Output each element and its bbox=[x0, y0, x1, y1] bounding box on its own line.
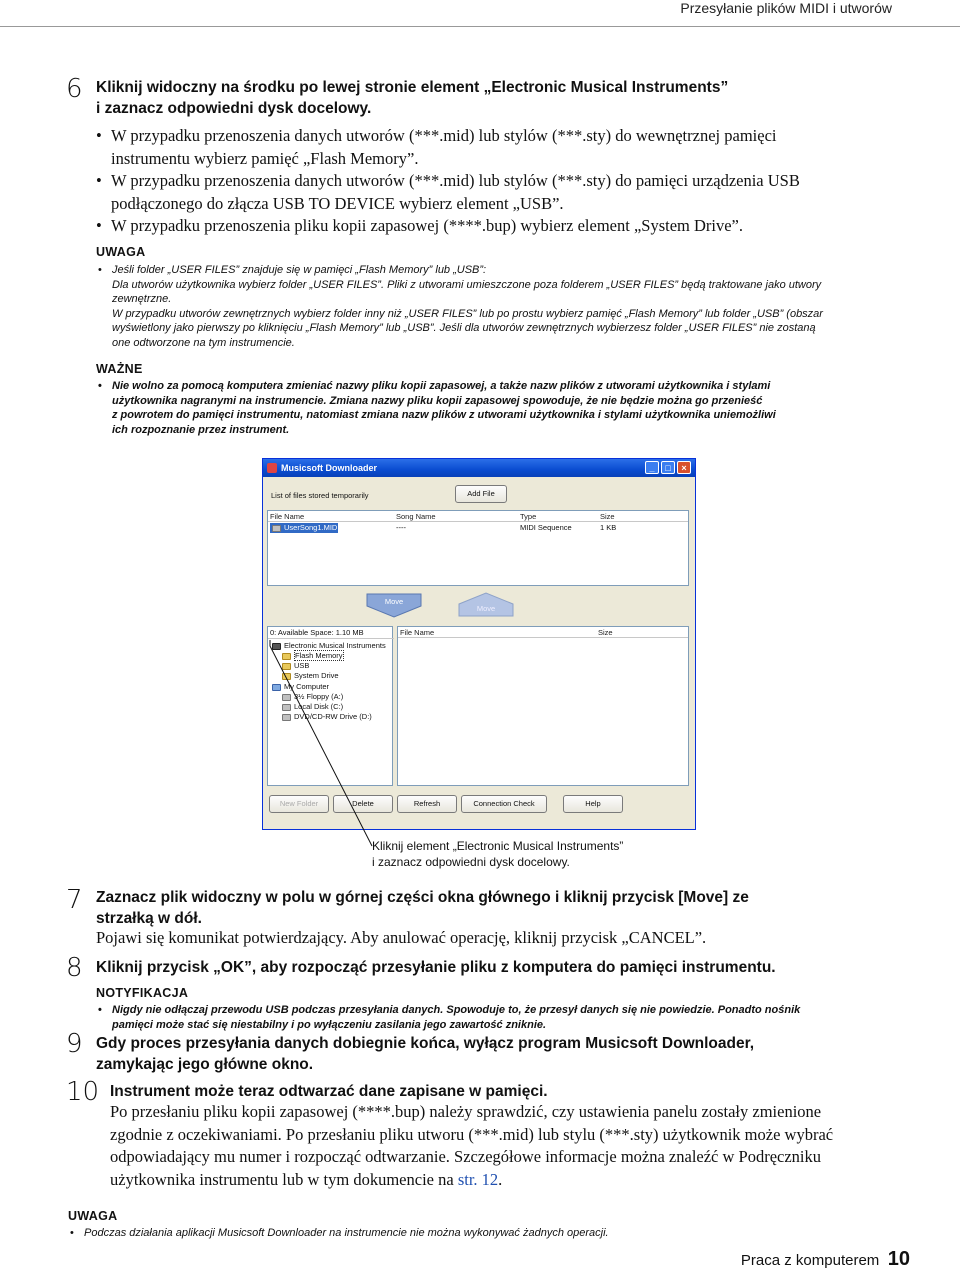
col-song-name[interactable]: Song Name bbox=[396, 512, 436, 521]
move-up-button[interactable] bbox=[453, 592, 519, 618]
table-row[interactable] bbox=[268, 523, 688, 533]
note-line: W przypadku utworów zewnętrznych wybierz folder inny niż „USER FILES” lub po prostu wybierz pamięć „Flash Memory” lub folder „USB” (obszar bbox=[112, 307, 823, 320]
important-line: • Nie wolno za pomocą komputera zmieniać nazwy pliku kopii zapasowej, a także nazw plików z utworami użytkownika i stylami bbox=[96, 379, 896, 394]
app-icon bbox=[267, 463, 277, 473]
row-size: 1 KB bbox=[600, 523, 617, 532]
important-line: użytkownika nagranymi na instrumencie. Zmiana nazwy pliku kopii zapasowej spowoduje, że nie będzie można go przenieść bbox=[112, 394, 763, 407]
instrument-file-list[interactable] bbox=[397, 626, 689, 786]
close-icon[interactable]: × bbox=[677, 461, 691, 474]
step-6-bullets bbox=[96, 125, 896, 238]
available-space: 0: Available Space: 1.10 MB bbox=[268, 627, 394, 639]
step-9-title bbox=[96, 1033, 896, 1075]
callout-line bbox=[262, 640, 382, 850]
tree-item-system-drive[interactable]: System Drive bbox=[282, 671, 339, 680]
row-song-name: ---- bbox=[396, 523, 406, 532]
page-link[interactable]: str. 12 bbox=[457, 1169, 499, 1189]
connection-check-button[interactable]: Connection Check bbox=[461, 795, 547, 813]
note-line: one odtworzone na tym instrumencie. bbox=[112, 336, 295, 349]
note-body bbox=[68, 1226, 888, 1241]
note-heading: UWAGA bbox=[96, 245, 146, 259]
running-header: Przesyłanie plików MIDI i utworów bbox=[680, 0, 892, 16]
page-number: 10 bbox=[887, 1248, 910, 1270]
note-line: Dla utworów użytkownika wybierz folder „USER FILES”. Pliki z utworami umieszczone poza folderem „USER FILES” będą traktowane jako utwory bbox=[112, 278, 822, 291]
important-heading: WAŻNE bbox=[96, 362, 143, 376]
tree-item-floppy[interactable]: 3½ Floppy (A:) bbox=[282, 692, 343, 701]
header-divider bbox=[398, 637, 688, 638]
tree-item-my-computer[interactable]: My Computer bbox=[272, 682, 329, 691]
col-size[interactable]: Size bbox=[600, 512, 615, 521]
list-item: • W przypadku przenoszenia danych utworów (***.mid) lub stylów (***.sty) do pamięci urządzenia USB podłączonego do złącza USB TO DEVICE wybierz element „USB”. bbox=[96, 170, 896, 215]
refresh-button[interactable]: Refresh bbox=[397, 795, 457, 813]
move-down-label: Move bbox=[384, 597, 404, 606]
step-7-title bbox=[96, 887, 896, 929]
important-line: z powrotem do pamięci instrumentu, natomiast zmiana nazw plików z utworami użytkownika i stylami użytkownika uniemożliwi bbox=[112, 409, 776, 421]
step-6-title bbox=[96, 77, 896, 119]
step-9-title-line: Gdy proces przesyłania danych dobiegnie końca, wyłącz program Musicsoft Downloader, bbox=[96, 1035, 755, 1052]
step-8-title: Kliknij przycisk „OK”, aby rozpocząć przesyłanie pliku z komputera do pamięci instrumentu. bbox=[96, 959, 776, 976]
row-type: MIDI Sequence bbox=[520, 523, 572, 532]
step-number-9: 9 bbox=[66, 1029, 83, 1059]
step-10-body bbox=[110, 1101, 910, 1191]
footer-section: Praca z komputerem bbox=[740, 1252, 880, 1269]
window-titlebar bbox=[263, 459, 695, 477]
caption-line: i zaznacz odpowiedni dysk docelowy. bbox=[372, 855, 570, 869]
step-10-line: użytkownika instrumentu lub w tym dokumencie na str. 12. bbox=[110, 1169, 503, 1189]
col-type[interactable]: Type bbox=[520, 512, 537, 521]
step-number-10: 10 bbox=[66, 1077, 100, 1107]
list-item: • W przypadku przenoszenia danych utworów (***.mid) lub stylów (***.sty) do wewnętrznej pamięci instrumentu wybierz pamięć „Flash Memory”. bbox=[96, 125, 896, 170]
page-footer bbox=[741, 1248, 910, 1271]
tree-item-flash[interactable]: Flash Memory bbox=[282, 651, 344, 660]
move-down-button[interactable] bbox=[361, 592, 427, 618]
minimize-icon[interactable]: _ bbox=[645, 461, 659, 474]
step-number-8: 8 bbox=[66, 953, 83, 983]
maximize-icon[interactable]: □ bbox=[661, 461, 675, 474]
note-heading: UWAGA bbox=[68, 1209, 118, 1223]
temp-file-list[interactable] bbox=[267, 510, 689, 586]
step-6-title-line: Kliknij widoczny na środku po lewej stronie element „Electronic Musical Instruments” bbox=[96, 79, 729, 96]
add-file-button[interactable]: Add File bbox=[455, 485, 507, 503]
note-line: zewnętrzne. bbox=[112, 293, 172, 305]
step-10-line: zgodnie z oczekiwaniami. Po przesłaniu pliku utworu (***.mid) lub stylu (***.sty) użytkownik może wybrać bbox=[110, 1124, 834, 1144]
note-body bbox=[96, 263, 896, 350]
new-folder-button[interactable]: New Folder bbox=[269, 795, 329, 813]
tree-item-dvd[interactable]: DVD/CD-RW Drive (D:) bbox=[282, 712, 372, 721]
note-line: wyświetlony jako pierwszy po kliknięciu „Flash Memory” lub „USB”. Jeśli dla utworów zewnętrznych wybierzesz folder „USER FILES” nie zostaną bbox=[112, 322, 816, 334]
step-7-title-line: strzałką w dół. bbox=[96, 910, 202, 927]
important-body bbox=[96, 379, 896, 437]
notice-heading: NOTYFIKACJA bbox=[96, 986, 189, 1000]
step-10-line: odpowiadający mu numer i rozpocząć odtwarzanie. Szczegółowe informacje można znaleźć w Podręczniku bbox=[110, 1147, 822, 1166]
note-line: • Podczas działania aplikacji Musicsoft Downloader na instrumencie nie można wykonywać żadnych operacji. bbox=[68, 1226, 888, 1241]
tree-item-emi[interactable]: Electronic Musical Instruments bbox=[272, 641, 386, 650]
temp-list-label: List of files stored temporarily bbox=[271, 491, 369, 500]
notice-body bbox=[96, 1003, 896, 1032]
screenshot-caption bbox=[372, 838, 623, 870]
row-file-name: UserSong1.MID bbox=[284, 523, 338, 532]
delete-button[interactable]: Delete bbox=[333, 795, 393, 813]
col-file-name[interactable]: File Name bbox=[270, 512, 305, 521]
help-button[interactable]: Help bbox=[563, 795, 623, 813]
step-6-title-line: i zaznacz odpowiedni dysk docelowy. bbox=[96, 100, 372, 117]
col-size[interactable]: Size bbox=[598, 628, 613, 637]
move-up-label: Move bbox=[476, 604, 496, 613]
step-7-title-line: Zaznacz plik widoczny w polu w górnej części okna głównego i kliknij przycisk [Move] ze bbox=[96, 889, 749, 906]
step-9-title-line: zamykając jego główne okno. bbox=[96, 1056, 314, 1073]
step-10-title: Instrument może teraz odtwarzać dane zapisane w pamięci. bbox=[110, 1083, 548, 1100]
caption-line: Kliknij element „Electronic Musical Instruments” bbox=[372, 839, 624, 853]
midi-file-icon bbox=[272, 525, 281, 532]
important-line: ich rozpoznanie przez instrument. bbox=[112, 423, 290, 436]
note-line: • Jeśli folder „USER FILES” znajduje się w pamięci „Flash Memory” lub „USB”: bbox=[96, 263, 896, 278]
step-number-7: 7 bbox=[66, 885, 83, 915]
step-10-line: Po przesłaniu pliku kopii zapasowej (****.bup) należy sprawdzić, czy ustawienia panelu zostały zmienione bbox=[110, 1102, 822, 1121]
col-file-name[interactable]: File Name bbox=[400, 628, 435, 637]
step-7-body: Pojawi się komunikat potwierdzający. Aby anulować operację, kliknij przycisk „CANCEL”. bbox=[96, 928, 707, 947]
step-number-6: 6 bbox=[66, 74, 83, 104]
tree-item-local-disk[interactable]: Local Disk (C:) bbox=[282, 702, 343, 711]
tree-item-usb[interactable]: USB bbox=[282, 661, 309, 670]
window-title: Musicsoft Downloader bbox=[281, 463, 378, 473]
list-item: • W przypadku przenoszenia pliku kopii zapasowej (****.bup) wybierz element „System Drive”. bbox=[96, 215, 896, 238]
header-divider bbox=[268, 521, 688, 522]
notice-line: • Nigdy nie odłączaj przewodu USB podczas przesyłania danych. Spowoduje to, że przesył danych się nie powiedzie. Ponadto nośnik bbox=[96, 1003, 896, 1018]
header-rule bbox=[0, 26, 960, 27]
notice-line: pamięci może stać się niestabilny i po wyłączeniu zasilania jego zawartość zniknie. bbox=[112, 1018, 547, 1031]
